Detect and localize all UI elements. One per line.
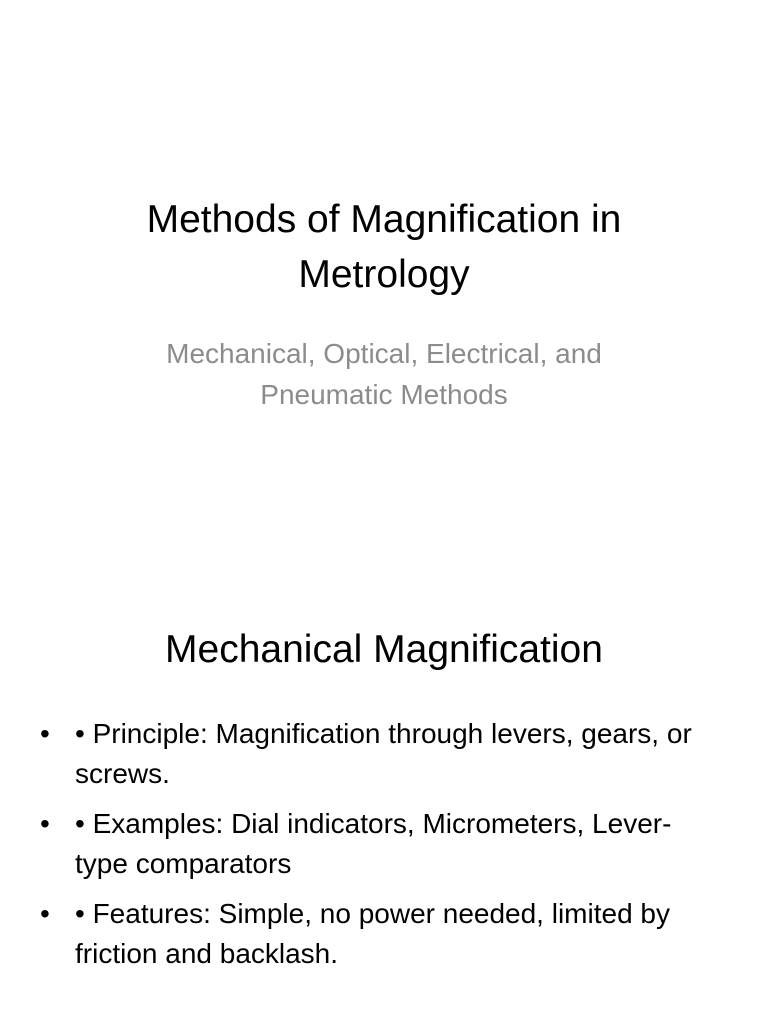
bullet-marker: • (40, 718, 50, 749)
bullet-text: • Principle: Magnification through levers, gears, or screws. (75, 718, 692, 789)
bullet-item (40, 894, 720, 974)
bullet-text: • Examples: Dial indicators, Micrometers, Lever-type comparators (75, 808, 672, 879)
bullet-list (40, 714, 720, 984)
slide-subtitle: Mechanical, Optical, Electrical, and Pneumatic Methods (166, 338, 602, 410)
slide-title: Methods of Magnification in Metrology (146, 198, 622, 296)
bullet-marker: • (40, 808, 50, 839)
bullet-text: • Features: Simple, no power needed, limited by friction and backlash. (75, 898, 670, 969)
content-slide-title: Mechanical Magnification (165, 628, 603, 671)
bullet-item (40, 804, 720, 884)
content-slide (0, 576, 768, 1024)
bullet-item (40, 714, 720, 794)
bullet-marker: • (40, 898, 50, 929)
